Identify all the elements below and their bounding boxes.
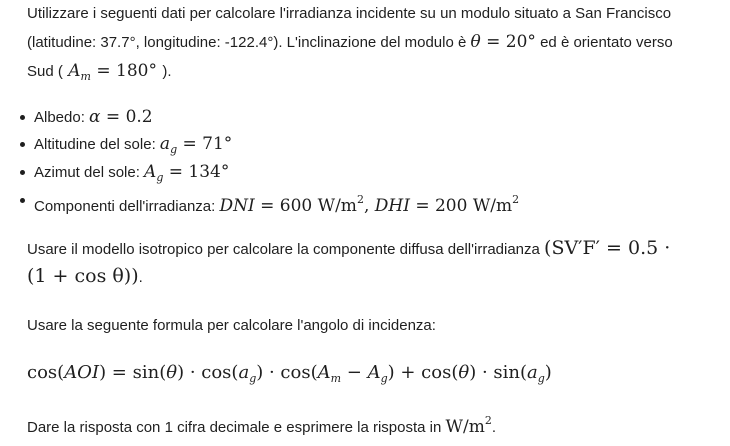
isotropic-text: Usare il modello isotropico per calcolare la componente diffusa dell'irradianza bbox=[27, 241, 545, 258]
azimuth-math: $A_g = 134^\circ$ bbox=[144, 162, 230, 184]
bullet-azimuth bbox=[34, 161, 229, 189]
answer-text: Dare la risposta con 1 cifra decimale e esprimere la risposta in bbox=[27, 419, 446, 436]
bullet-irradiance bbox=[34, 189, 519, 218]
isotropic-tail: . bbox=[138, 269, 143, 286]
answer-tail: . bbox=[491, 419, 497, 436]
intro-line-1 bbox=[27, 3, 671, 25]
isotropic-math-2: (1 + cos θ)) bbox=[27, 265, 139, 287]
intro-text-3-tail: ). bbox=[162, 63, 172, 80]
azimuth-module-math: $A_m = 180^\circ$ bbox=[68, 61, 157, 83]
bullet-albedo bbox=[34, 106, 153, 129]
altitude-math: $a_g = 71^\circ$ bbox=[159, 134, 233, 156]
bullet-azimuth-label: Azimut del sole: bbox=[34, 164, 145, 181]
intro-text-2: (latitudine: 37.7°, longitudine: -122.4°). L'inclinazione del modulo è bbox=[27, 34, 471, 51]
bullet-marker bbox=[20, 115, 25, 120]
isotropic-line-1 bbox=[27, 237, 670, 261]
intro-text-3: Sud ( bbox=[27, 63, 63, 80]
bullet-altitude bbox=[34, 133, 232, 161]
bullet-albedo-label: Albedo: bbox=[34, 109, 90, 126]
intro-line-2 bbox=[27, 31, 673, 54]
answer-instruction bbox=[27, 410, 496, 439]
isotropic-line-2 bbox=[27, 265, 143, 289]
intro-text-2-tail: ed è orientato verso bbox=[535, 34, 673, 51]
bullet-marker bbox=[20, 170, 25, 175]
formula-intro-text: Usare la seguente formula per calcolare l'angolo di incidenza: bbox=[27, 317, 436, 334]
irradiance-math: DNI = 600 $W/m^2$, DHI = 200 $W/m^2$ bbox=[219, 193, 520, 216]
bullet-marker bbox=[20, 198, 25, 203]
albedo-math: α = 0.2 bbox=[89, 107, 153, 127]
formula-intro bbox=[27, 315, 436, 337]
isotropic-math-1: (SV′F′ = 0.5 · bbox=[544, 237, 671, 259]
bullet-marker bbox=[20, 142, 25, 147]
aoi-formula-math: $\cos(AOI) = \sin(\theta) \cdot \cos(a_g) \cdot \cos(A_m - A_g) + \cos(\theta) \cdot \sin(a_g)$ bbox=[27, 362, 552, 385]
intro-line-3 bbox=[27, 60, 172, 88]
answer-unit: $W/m^2$ bbox=[445, 414, 492, 437]
bullet-irradiance-label: Componenti dell'irradianza: bbox=[34, 198, 220, 215]
bullet-altitude-label: Altitudine del sole: bbox=[34, 136, 160, 153]
aoi-formula bbox=[27, 362, 552, 390]
intro-text-1: Utilizzare i seguenti dati per calcolare l'irradianza incidente su un modulo situato a San Francisco bbox=[27, 5, 672, 22]
tilt-angle-math: θ = 20° bbox=[470, 32, 536, 52]
